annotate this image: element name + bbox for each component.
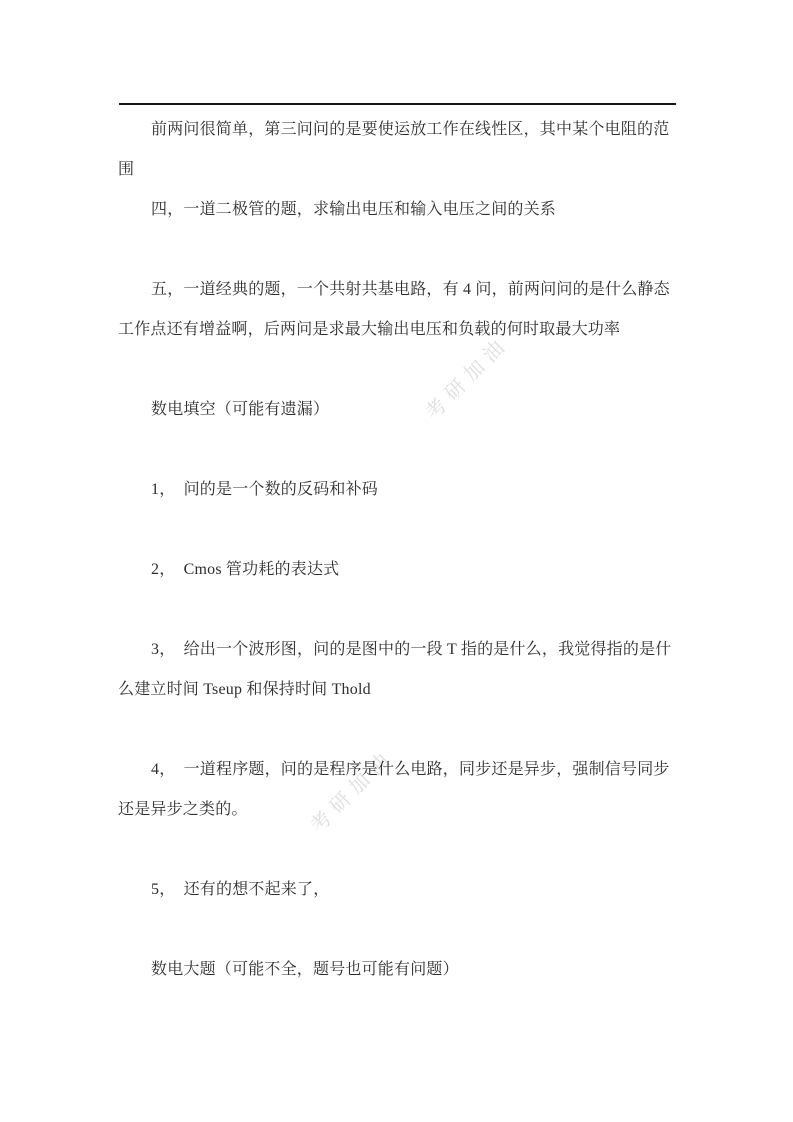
list-item-3-waveform-timing: 3， 给出一个波形图，问的是图中的一段 T 指的是什么，我觉得指的是什么建立时间 Tseup 和保持时间 Thold <box>118 641 672 698</box>
section-heading-digital-big-questions: 数电大题（可能不全，题号也可能有问题） <box>151 961 459 978</box>
section-heading-digital-fill-blanks: 数电填空（可能有遗漏） <box>151 401 330 418</box>
list-item-2-cmos-power: 2， Cmos 管功耗的表达式 <box>151 561 340 578</box>
list-item-4-program-sync-async: 4， 一道程序题，问的是程序是什么电路，同步还是异步，强制信号同步还是异步之类的。 <box>118 761 670 818</box>
paragraph-q4-diode: 四，一道二极管的题，求输出电压和输入电压之间的关系 <box>151 201 557 218</box>
header-divider-rule <box>119 103 676 105</box>
paragraph-opamp-linear-region: 前两问很简单，第三问问的是要使运放工作在线性区，其中某个电阻的范围 <box>118 121 670 178</box>
watermark-text: 考研加油 <box>306 745 399 838</box>
list-item-1-complement-code: 1， 问的是一个数的反码和补码 <box>151 481 379 498</box>
watermark-text: 考研加油 <box>421 332 514 425</box>
list-item-5-cannot-remember: 5， 还有的想不起来了， <box>151 881 330 898</box>
paragraph-q5-ce-cb-circuit: 五，一道经典的题，一个共射共基电路，有 4 问，前两问问的是什么静态工作点还有增益啊，后两问是求最大输出电压和负载的何时取最大功率 <box>118 281 670 338</box>
